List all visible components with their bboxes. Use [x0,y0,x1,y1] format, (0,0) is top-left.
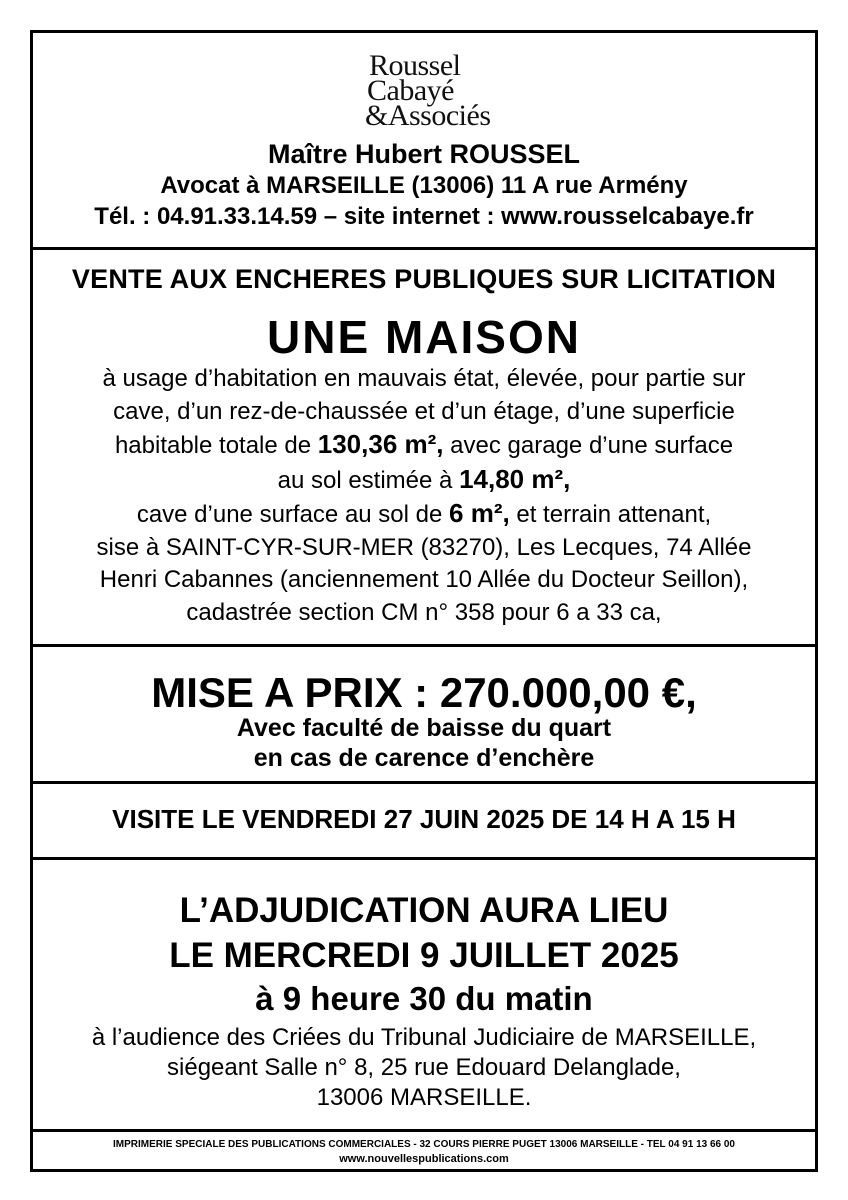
garage-area: 14,80 m², [459,463,571,494]
desc-text: avec garage d’une surface [443,432,734,459]
printer-info: IMPRIMERIE SPECIALE DES PUBLICATIONS COMMERCIALES - 32 COURS PIERRE PUGET 13006 MARSEILLE - TEL 04 91 13 66 00 [113,1139,735,1150]
divider [33,644,815,647]
place-line: 13006 MARSEILLE. [316,1084,532,1111]
price-condition [33,713,815,773]
logo-line-3: &Associés [365,99,491,132]
sale-title: VENTE AUX ENCHERES PUBLIQUES SUR LICITATION [71,264,777,294]
adjudication-time: à 9 heure 30 du matin [255,980,593,1017]
habitable-area: 130,36 m², [317,429,444,459]
desc-line: cave, d’un rez-de-chaussée et d’un étage, d’une superficie [113,397,735,425]
desc-line: Henri Cabannes (anciennement 10 Allée du Docteur Seillon), [99,566,749,593]
lawyer-contact: Tél. : 04.91.33.14.59 – site internet : www.rousselcabaye.fr [94,203,754,230]
place-line: siégeant Salle n° 8, 25 rue Edouard Delanglade, [167,1054,681,1081]
cave-area: 6 m², [449,498,510,528]
desc-line [33,428,815,463]
desc-line [33,463,815,498]
desc-line [33,497,815,532]
divider [33,857,815,860]
desc-text: au sol estimée à [277,466,460,494]
starting-price: MISE A PRIX : 270.000,00 €, [151,669,697,716]
place-line: à l’audience des Criées du Tribunal Judiciaire de MARSEILLE, [91,1024,757,1051]
desc-line: cadastrée section CM n° 358 pour 6 a 33 ca, [186,598,662,626]
lawyer-address: Avocat à MARSEILLE (13006) 11 A rue Armény [160,172,688,199]
adjudication-date: LE MERCREDI 9 JUILLET 2025 [169,936,679,975]
price-condition-line: en cas de carence d’enchère [253,744,595,772]
adjudication-place [33,1023,815,1113]
divider [33,247,815,250]
desc-text: habitable totale de [114,432,318,459]
property-description [33,363,815,629]
desc-text: cave d’une surface au sol de [136,501,450,528]
desc-text: et terrain attenant, [509,501,712,528]
law-firm-logo [365,49,525,139]
printer-website: www.nouvellespublications.com [339,1153,509,1165]
desc-line: sise à SAINT-CYR-SUR-MER (83270), Les Lecques, 74 Allée [96,533,752,561]
adjudication-heading: L’ADJUDICATION AURA LIEU [179,891,669,930]
price-condition-line: Avec faculté de baisse du quart [236,714,612,742]
divider [33,1129,815,1132]
lawyer-name: Maître Hubert ROUSSEL [267,139,581,169]
property-type: UNE MAISON [267,311,581,363]
notice-frame [30,30,818,1172]
logo-line-1: Roussel [369,49,461,82]
visit-info: VISITE LE VENDREDI 27 JUIN 2025 DE 14 H A 15 H [112,804,736,834]
divider [33,781,815,784]
logo-line-2: Cabayé [367,74,454,107]
desc-line: à usage d’habitation en mauvais état, élevée, pour partie sur [102,365,746,392]
